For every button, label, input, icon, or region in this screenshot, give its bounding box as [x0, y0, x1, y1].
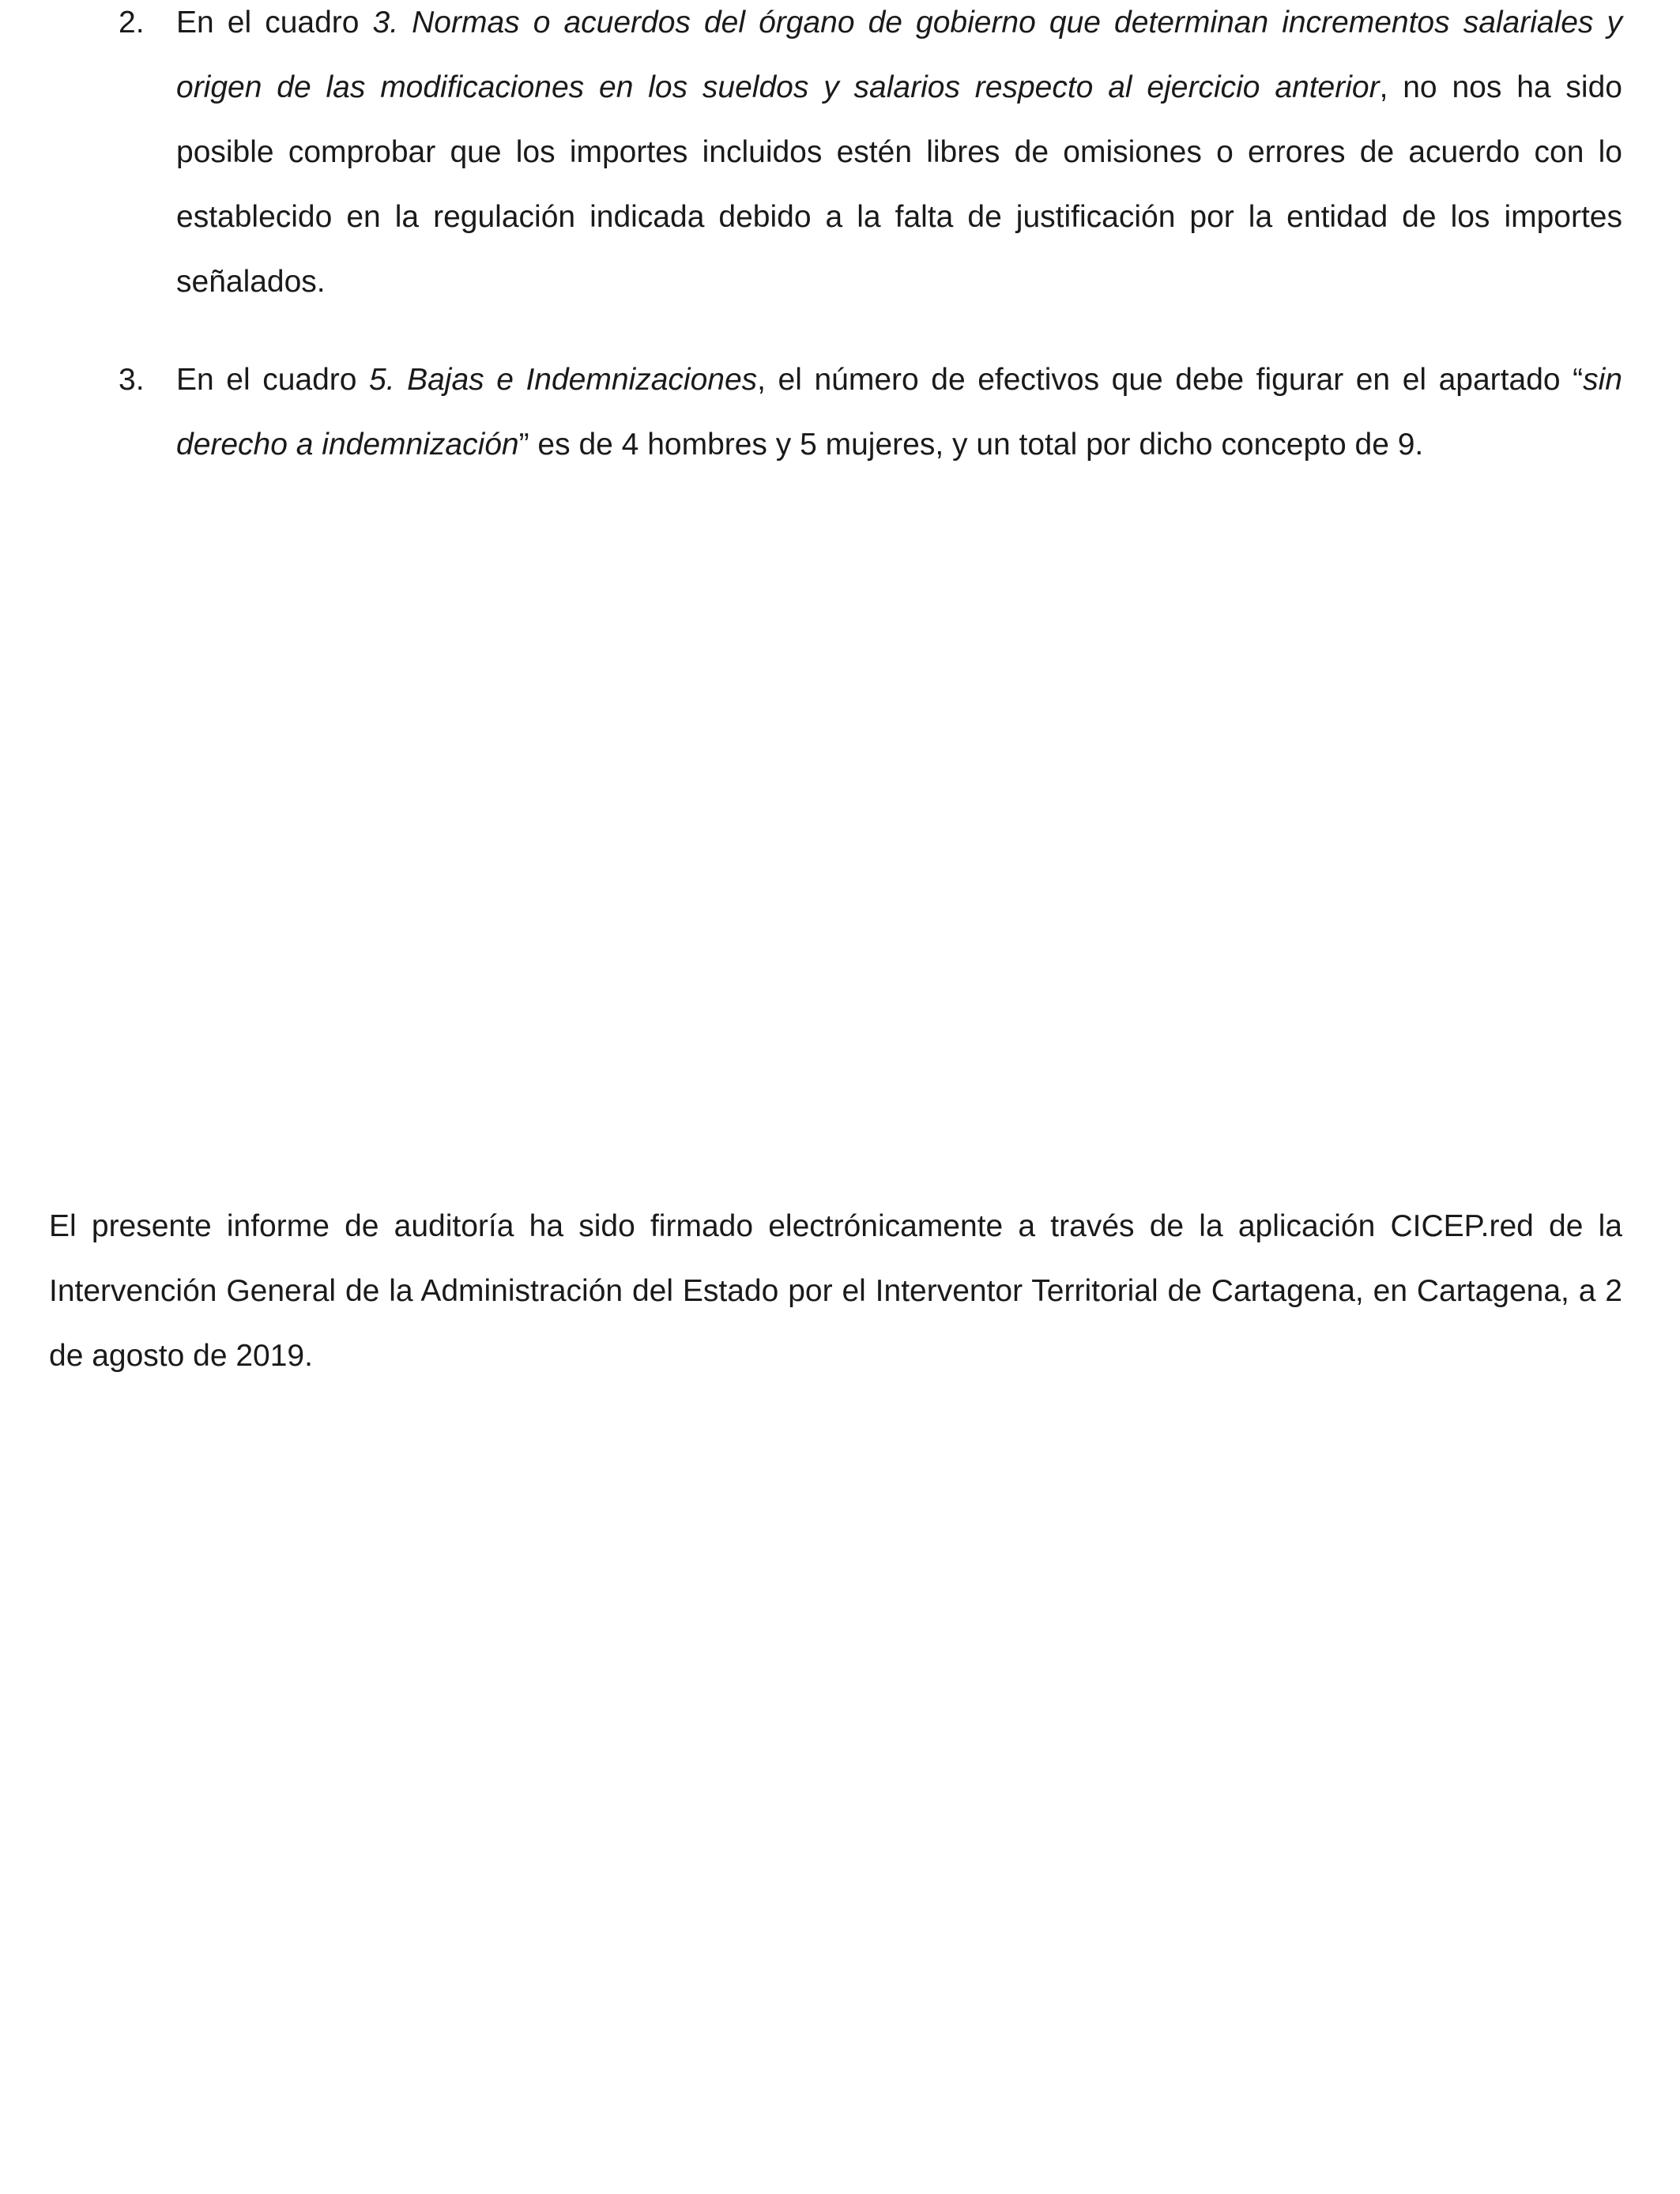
text-segment: , el número de efectivos que debe figurar en el apartado “: [757, 363, 1584, 397]
list-item-text: [176, 348, 1622, 477]
text-segment: , no nos ha sido posible comprobar que los importes incluidos estén libres de omisiones o errores de acuerdo con lo establecido en la regulación indicada debido a la falta de justificación por la entidad de los importes señalados.: [176, 70, 1622, 299]
italic-segment: 3. Normas o acuerdos del órgano de gobierno que determinan incrementos salariales y origen de las modificaciones en los sueldos y salarios respecto al ejercicio anterior: [176, 6, 1623, 104]
text-segment: En el cuadro: [176, 6, 373, 40]
italic-segment: 5. Bajas e Indemnizaciones: [369, 363, 758, 397]
italic-segment: sin derecho a indemnización: [176, 363, 1622, 462]
closing-paragraph: El presente informe de auditoría ha sido firmado electrónicamente a través de la aplicación CICEP.red de la Intervención General de la Administración del Estado por el Interventor Territorial de Cartagena, en Cartagena, a 2 de agosto de 2019.: [49, 1209, 1622, 1373]
text-segment: ” es de 4 hombres y 5 mujeres, y un total por dicho concepto de 9.: [518, 428, 1424, 462]
list-item-text: [176, 0, 1622, 315]
text-segment: En el cuadro: [176, 363, 369, 397]
list-item-number: 3.: [119, 363, 145, 397]
list-item-number: 2.: [119, 6, 145, 40]
